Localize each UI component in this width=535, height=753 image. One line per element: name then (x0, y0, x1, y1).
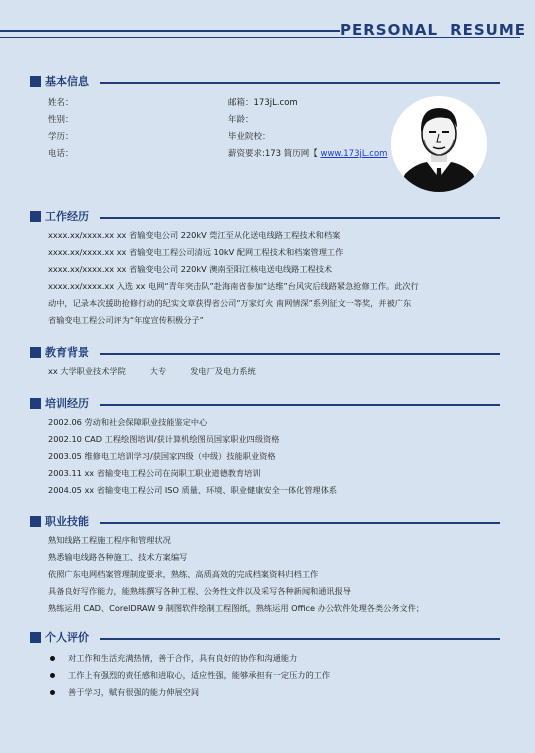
section-header (30, 345, 500, 361)
header-rule (0, 30, 340, 32)
section-title: 职业技能 (45, 515, 89, 528)
email-field: 邮箱：173jL.com (228, 98, 298, 108)
salary-label: 薪资要求:173 简历网【 (228, 149, 321, 159)
section-header (30, 74, 500, 90)
evaluation-list (30, 650, 500, 701)
list-item: 对工作和生活充满热情，善于合作，具有良好的协作和沟通能力 (48, 650, 500, 667)
gender-field: 性别： (48, 115, 74, 125)
section-training (30, 396, 500, 499)
bullet-icon (50, 673, 55, 678)
website-link[interactable]: www.173jL.com (320, 149, 388, 159)
work-paragraph-line: 动中，记录本次援助抢修行动的纪实文章获得省公司“万家灯火 南网情深”系列征文一等奖，并被广东 (48, 298, 412, 308)
section-title: 培训经历 (45, 397, 89, 410)
major: 发电厂及电力系统 (190, 366, 256, 376)
list-item: 2004.05 xx 省输变电工程公司 ISO 质量、环境、职业健康安全一体化管理体系 (48, 485, 338, 495)
list-item: 依照广东电网档案管理制度要求，熟练、高质高效的完成档案资料归档工作 (48, 569, 319, 579)
work-paragraph-line: 省输变电工程公司评为“年度宣传积极分子” (48, 315, 204, 325)
section-title: 教育背景 (45, 346, 89, 359)
list-item: 2003.11 xx 省输变电工程公司在岗职工职业道德教育培训 (48, 468, 261, 478)
section-skills (30, 514, 500, 617)
portrait-image (391, 96, 487, 192)
age-field: 年龄： (228, 115, 254, 125)
bullet-icon (50, 656, 55, 661)
section-education (30, 345, 500, 380)
section-rule (100, 217, 500, 219)
phone-field: 电话： (48, 149, 74, 159)
section-rule (100, 353, 500, 355)
section-header (30, 630, 500, 646)
list-item: 2003.05 维修电工培训学习/获国家四级（中级）技能职业资格 (48, 451, 276, 461)
section-work-experience (30, 209, 500, 329)
section-rule (100, 404, 500, 406)
degree: 大专 (149, 366, 167, 376)
title-word-personal: PERSONAL (340, 21, 439, 39)
bullet-icon (50, 690, 55, 695)
list-item: xxxx.xx/xxxx.xx xx 省输变电公司 220kV 澳南至阳江核电送电线路工程技术 (48, 264, 333, 274)
section-rule (100, 82, 500, 84)
list-item: 具备良好写作能力，能熟练撰写各种工程、公务性文件以及采写各种新闻和通讯报导 (48, 586, 351, 596)
list-item: xxxx.xx/xxxx.xx xx 省输变电公司 220kV 莞江至从化送电线路工程技术和档案 (48, 230, 341, 240)
section-title: 工作经历 (45, 210, 89, 223)
education-field: 学历： (48, 132, 74, 142)
list-item: 熟练运用 CAD、CorelDRAW 9 制图软件绘制工程图纸，熟练运用 Office 办公软件处理各类公务文件； (48, 603, 425, 613)
section-header (30, 396, 500, 412)
section-marker-icon (30, 347, 41, 358)
education-row (30, 363, 500, 380)
list-item: 熟知线路工程施工程序和管理状况 (48, 535, 171, 545)
title-word-resume: RESUME (450, 21, 527, 39)
work-paragraph-line: xxxx.xx/xxxx.xx 入选 xx 电网“青年突击队”赴海南省参加“达维”台风灾后线路紧急抢修工作。此次行 (48, 281, 419, 291)
avatar (391, 96, 487, 192)
list-item: 2002.10 CAD 工程绘图培训/获计算机绘图员国家职业四级资格 (48, 434, 280, 444)
work-list (30, 227, 500, 329)
section-marker-icon (30, 398, 41, 409)
section-header (30, 209, 500, 225)
section-title: 基本信息 (45, 75, 89, 88)
school-field: 毕业院校： (228, 132, 271, 142)
section-marker-icon (30, 211, 41, 222)
section-rule (100, 638, 500, 640)
section-rule (100, 522, 500, 524)
list-item: 善于学习，赋有很强的能力伸展空间 (48, 684, 500, 701)
skills-list (30, 532, 500, 617)
list-item: 工作上有强烈的责任感和进取心，适应性强，能够承担有一定压力的工作 (48, 667, 500, 684)
section-marker-icon (30, 76, 41, 87)
list-item: 熟悉输电线路各种施工、技术方案编写 (48, 552, 188, 562)
training-list (30, 414, 500, 499)
section-marker-icon (30, 632, 41, 643)
section-title: 个人评价 (45, 631, 89, 644)
page-title (340, 21, 535, 39)
list-item: 2002.06 劳动和社会保障职业技能鉴定中心 (48, 417, 208, 427)
salary-field (228, 147, 387, 159)
section-self-evaluation (30, 630, 500, 701)
school-name: xx 大学职业技术学院 (48, 366, 126, 376)
section-header (30, 514, 500, 530)
list-item: xxxx.xx/xxxx.xx xx 省输变电工程公司清远 10kV 配网工程技术和档案管理工作 (48, 247, 344, 257)
section-marker-icon (30, 516, 41, 527)
name-field: 姓名： (48, 98, 74, 108)
